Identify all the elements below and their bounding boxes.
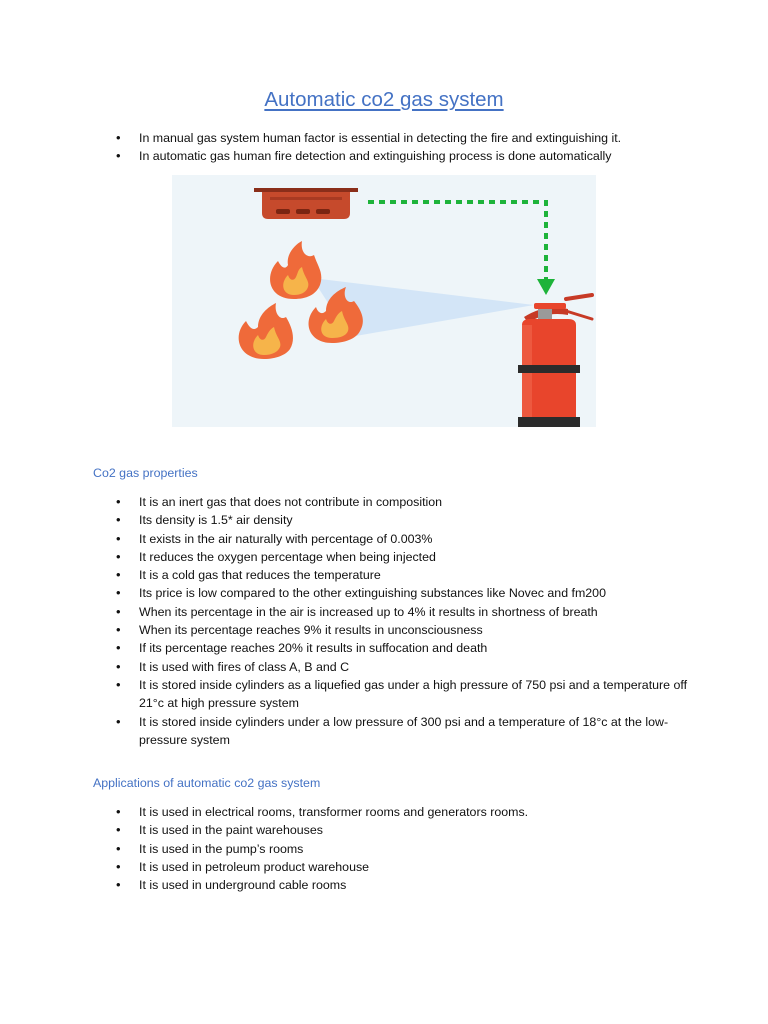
list-item: • It is used in underground cable rooms bbox=[139, 876, 699, 894]
page-title: Automatic co2 gas system bbox=[264, 88, 504, 111]
intro-list bbox=[139, 129, 699, 166]
list-item: • It is stored inside cylinders as a liquefied gas under a high pressure of 750 psi and a temperature off 21°c at high pressure system bbox=[139, 676, 699, 713]
list-item: • In manual gas system human factor is essential in detecting the fire and extinguishing it. bbox=[139, 129, 699, 147]
co2-system-illustration bbox=[172, 175, 596, 427]
list-item: • If its percentage reaches 20% it results in suffocation and death bbox=[139, 639, 699, 657]
list-item: • It is used in electrical rooms, transformer rooms and generators rooms. bbox=[139, 803, 699, 821]
list-item: • It is used with fires of class A, B and C bbox=[139, 658, 699, 676]
properties-list bbox=[139, 493, 699, 749]
list-item: • It reduces the oxygen percentage when being injected bbox=[139, 548, 699, 566]
list-item: • It is used in petroleum product warehouse bbox=[139, 858, 699, 876]
list-item: • It is stored inside cylinders under a low pressure of 300 psi and a temperature of 18°c at the low-pressure system bbox=[139, 713, 699, 750]
list-item: • In automatic gas human fire detection and extinguishing process is done automatically bbox=[139, 147, 699, 165]
list-item: • It is used in the paint warehouses bbox=[139, 821, 699, 839]
list-item: • When its percentage in the air is increased up to 4% it results in shortness of breath bbox=[139, 603, 699, 621]
list-item: • It is a cold gas that reduces the temperature bbox=[139, 566, 699, 584]
applications-list bbox=[139, 803, 699, 894]
list-item: • It is an inert gas that does not contribute in composition bbox=[139, 493, 699, 511]
smoke-detector-icon bbox=[254, 188, 358, 219]
list-item: • It exists in the air naturally with percentage of 0.003% bbox=[139, 530, 699, 548]
properties-heading: Co2 gas properties bbox=[93, 466, 198, 480]
list-item: • Its price is low compared to the other extinguishing substances like Novec and fm200 bbox=[139, 584, 699, 602]
applications-heading: Applications of automatic co2 gas system bbox=[93, 776, 321, 790]
list-item: • Its density is 1.5* air density bbox=[139, 511, 699, 529]
list-item: • It is used in the pump’s rooms bbox=[139, 840, 699, 858]
list-item: • When its percentage reaches 9% it results in unconsciousness bbox=[139, 621, 699, 639]
